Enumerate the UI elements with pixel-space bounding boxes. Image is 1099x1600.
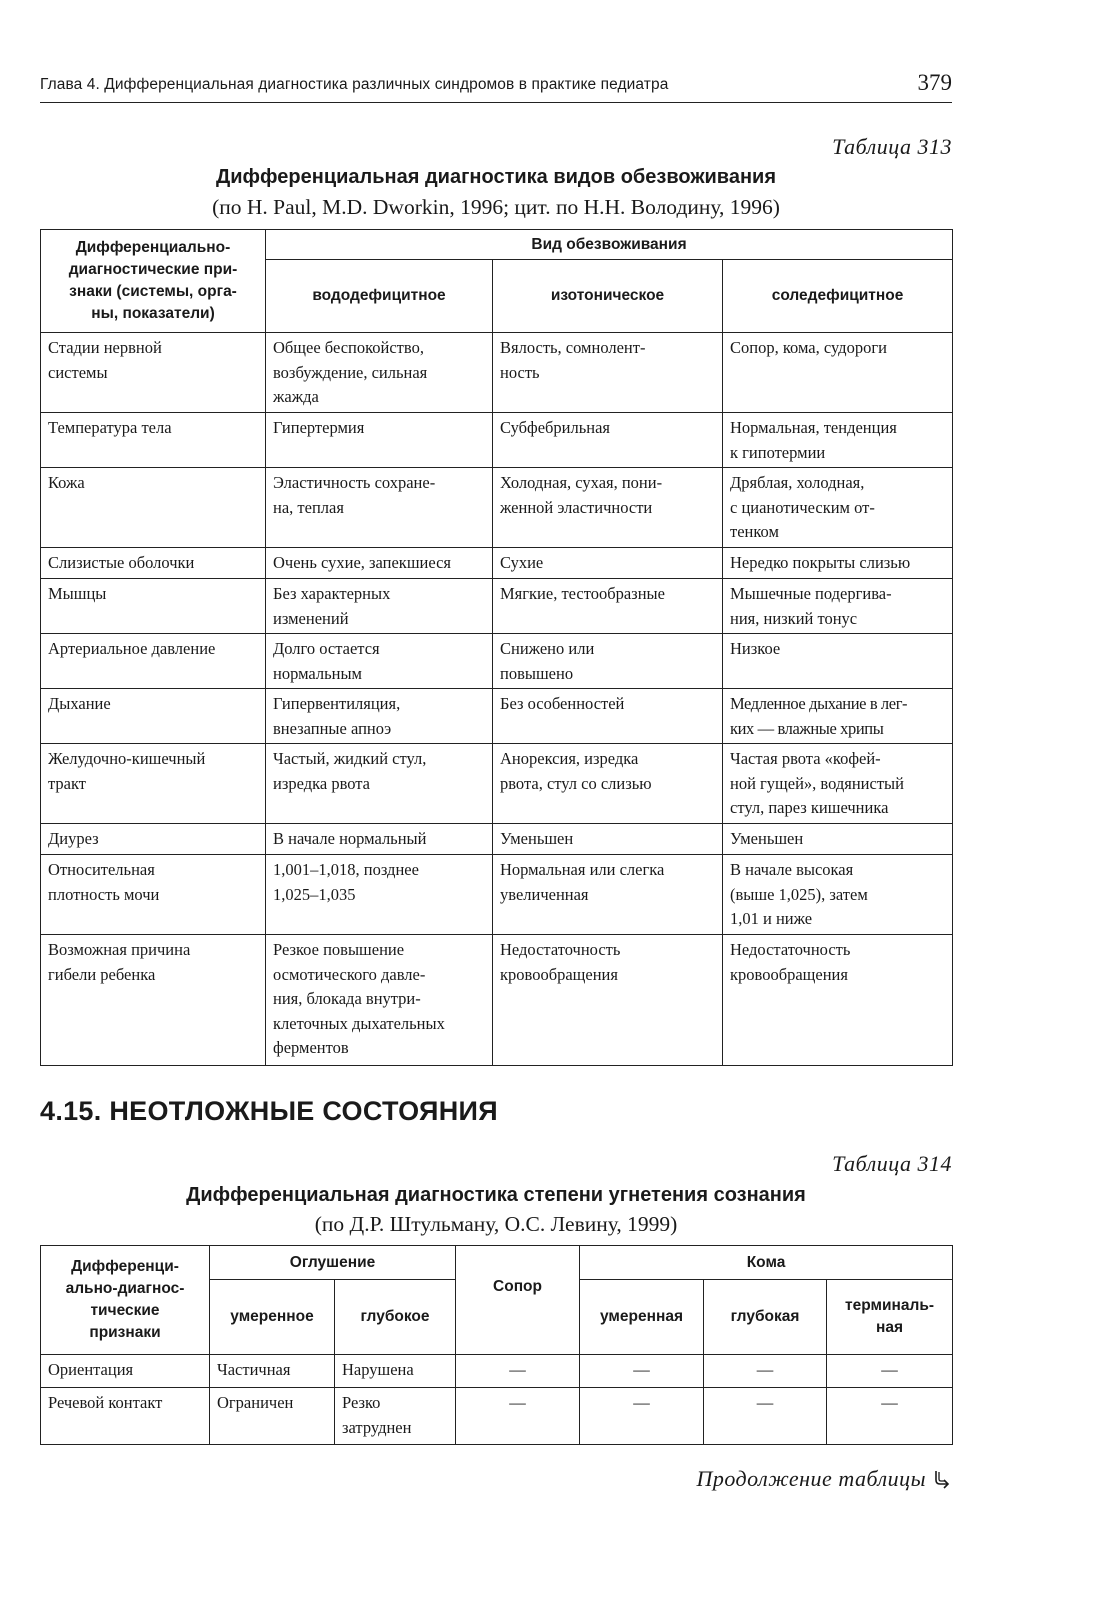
table-row xyxy=(41,1355,953,1388)
cell-salt-deficit: Медленное дыхание в лег- ких — влажные хрипы xyxy=(723,689,953,744)
table-row xyxy=(41,468,953,548)
row-feature: Кожа xyxy=(41,468,266,548)
cell-water-deficit: Общее беспокойство, возбуждение, сильная жажда xyxy=(266,333,493,413)
table-313-header-row xyxy=(41,230,953,260)
cell-moderate-stupor: Ограничен xyxy=(210,1388,335,1445)
cell-salt-deficit: Дряблая, холодная, с цианотическим от- тенком xyxy=(723,468,953,548)
row-feature: Артериальное давление xyxy=(41,634,266,689)
row-feature: Желудочно-кишечный тракт xyxy=(41,744,266,824)
table-314 xyxy=(40,1245,953,1445)
cell-moderate-coma: — xyxy=(580,1388,704,1445)
cell-sopor: — xyxy=(456,1388,580,1445)
cell-water-deficit: 1,001–1,018, позднее 1,025–1,035 xyxy=(266,855,493,935)
cell-isotonic: Холодная, сухая, пони- женной эластичности xyxy=(493,468,723,548)
table-row xyxy=(41,579,953,634)
cell-isotonic: Снижено или повышено xyxy=(493,634,723,689)
table-row xyxy=(41,333,953,413)
table-row xyxy=(41,413,953,468)
cell-salt-deficit: Сопор, кома, судороги xyxy=(723,333,953,413)
cell-water-deficit: Частый, жидкий стул, изредка рвота xyxy=(266,744,493,824)
table-314-title: Дифференциальная диагностика степени угнетения сознания xyxy=(186,1184,806,1206)
cell-deep-stupor: Нарушена xyxy=(335,1355,456,1388)
table-row xyxy=(41,548,953,579)
page-number: 379 xyxy=(917,70,952,95)
row-feature: Стадии нервной системы xyxy=(41,333,266,413)
sopor-header: Сопор xyxy=(456,1246,580,1355)
cell-water-deficit: В начале нормальный xyxy=(266,824,493,855)
cell-salt-deficit: Низкое xyxy=(723,634,953,689)
table-row xyxy=(41,744,953,824)
cell-sopor: — xyxy=(456,1355,580,1388)
cell-deep-stupor: Резко затруднен xyxy=(335,1388,456,1445)
table-row xyxy=(41,689,953,744)
pointing-hand-icon xyxy=(932,1469,952,1489)
row-feature: Возможная причина гибели ребенка xyxy=(41,935,266,1066)
table-row xyxy=(41,935,953,1066)
cell-isotonic: Недостаточность кровообращения xyxy=(493,935,723,1066)
row-feature: Температура тела xyxy=(41,413,266,468)
stupor-group-header: Оглушение xyxy=(210,1246,456,1280)
cell-salt-deficit: Частая рвота «кофей- ной гущей», водянистый стул, парез кишечника xyxy=(723,744,953,824)
running-head: Глава 4. Дифференциальная диагностика различных синдромов в практике педиатра xyxy=(40,76,669,93)
row-feature: Дыхание xyxy=(41,689,266,744)
cell-terminal-coma: — xyxy=(827,1388,953,1445)
col-header-salt-deficit: соледефицитное xyxy=(723,260,953,333)
cell-deep-coma: — xyxy=(704,1388,827,1445)
table-row xyxy=(41,855,953,935)
cell-isotonic: Вялость, сомнолент- ность xyxy=(493,333,723,413)
col-header-moderate-stupor: умеренное xyxy=(210,1280,335,1355)
feature-header: Дифференциально- диагностические при- знаки (системы, орга- ны, показатели) xyxy=(41,230,266,333)
cell-terminal-coma: — xyxy=(827,1355,953,1388)
cell-water-deficit: Резкое повышение осмотического давле- ния, блокада внутри- клеточных дыхательных ферментов xyxy=(266,935,493,1066)
table-row xyxy=(41,1388,953,1445)
cell-isotonic: Субфебрильная xyxy=(493,413,723,468)
row-feature: Речевой контакт xyxy=(41,1388,210,1445)
table-314-source: (по Д.Р. Штульману, О.С. Левину, 1999) xyxy=(314,1212,678,1236)
cell-salt-deficit: Мышечные подергива- ния, низкий тонус xyxy=(723,579,953,634)
cell-isotonic: Без особенностей xyxy=(493,689,723,744)
cell-water-deficit: Эластичность сохране- на, теплая xyxy=(266,468,493,548)
table-row xyxy=(41,824,953,855)
row-feature: Мышцы xyxy=(41,579,266,634)
cell-moderate-coma: — xyxy=(580,1355,704,1388)
cell-water-deficit: Долго остается нормальным xyxy=(266,634,493,689)
continue-label: Продолжение таблицы xyxy=(696,1466,926,1491)
header-rule xyxy=(40,102,952,103)
cell-isotonic: Уменьшен xyxy=(493,824,723,855)
col-header-deep-coma: глубокая xyxy=(704,1280,827,1355)
dehydration-type-header: Вид обезвоживания xyxy=(266,230,953,260)
col-header-isotonic: изотоническое xyxy=(493,260,723,333)
cell-isotonic: Сухие xyxy=(493,548,723,579)
feature-header: Дифференци- ально-диагнос- тические признаки xyxy=(41,1246,210,1355)
cell-water-deficit: Без характерных изменений xyxy=(266,579,493,634)
cell-water-deficit: Очень сухие, запекшиеся xyxy=(266,548,493,579)
row-feature: Слизистые оболочки xyxy=(41,548,266,579)
cell-moderate-stupor: Частичная xyxy=(210,1355,335,1388)
col-header-deep-stupor: глубокое xyxy=(335,1280,456,1355)
cell-water-deficit: Гипервентиляция, внезапные апноэ xyxy=(266,689,493,744)
cell-salt-deficit: Нередко покрыты слизью xyxy=(723,548,953,579)
section-heading: 4.15. НЕОТЛОЖНЫЕ СОСТОЯНИЯ xyxy=(40,1096,498,1126)
continue-note xyxy=(696,1466,952,1492)
col-header-water-deficit: вододефицитное xyxy=(266,260,493,333)
coma-group-header: Кома xyxy=(580,1246,953,1280)
table-row xyxy=(41,634,953,689)
row-feature: Ориентация xyxy=(41,1355,210,1388)
table-313 xyxy=(40,229,953,1066)
table-313-title: Дифференциальная диагностика видов обезвоживания xyxy=(216,166,776,188)
cell-salt-deficit: Недостаточность кровообращения xyxy=(723,935,953,1066)
cell-water-deficit: Гипертермия xyxy=(266,413,493,468)
cell-isotonic: Нормальная или слегка увеличенная xyxy=(493,855,723,935)
table-313-source: (по H. Paul, M.D. Dworkin, 1996; цит. по Н.Н. Володину, 1996) xyxy=(212,195,780,219)
row-feature: Диурез xyxy=(41,824,266,855)
table-314-label: Таблица 314 xyxy=(832,1151,952,1176)
cell-deep-coma: — xyxy=(704,1355,827,1388)
col-header-moderate-coma: умеренная xyxy=(580,1280,704,1355)
cell-isotonic: Мягкие, тестообразные xyxy=(493,579,723,634)
cell-salt-deficit: Нормальная, тенденция к гипотермии xyxy=(723,413,953,468)
table-314-header-row xyxy=(41,1246,953,1280)
cell-isotonic: Анорексия, изредка рвота, стул со слизью xyxy=(493,744,723,824)
cell-salt-deficit: Уменьшен xyxy=(723,824,953,855)
row-feature: Относительная плотность мочи xyxy=(41,855,266,935)
col-header-terminal-coma: терминаль- ная xyxy=(827,1280,953,1355)
cell-salt-deficit: В начале высокая (выше 1,025), затем 1,01 и ниже xyxy=(723,855,953,935)
table-313-label: Таблица 313 xyxy=(832,134,952,159)
